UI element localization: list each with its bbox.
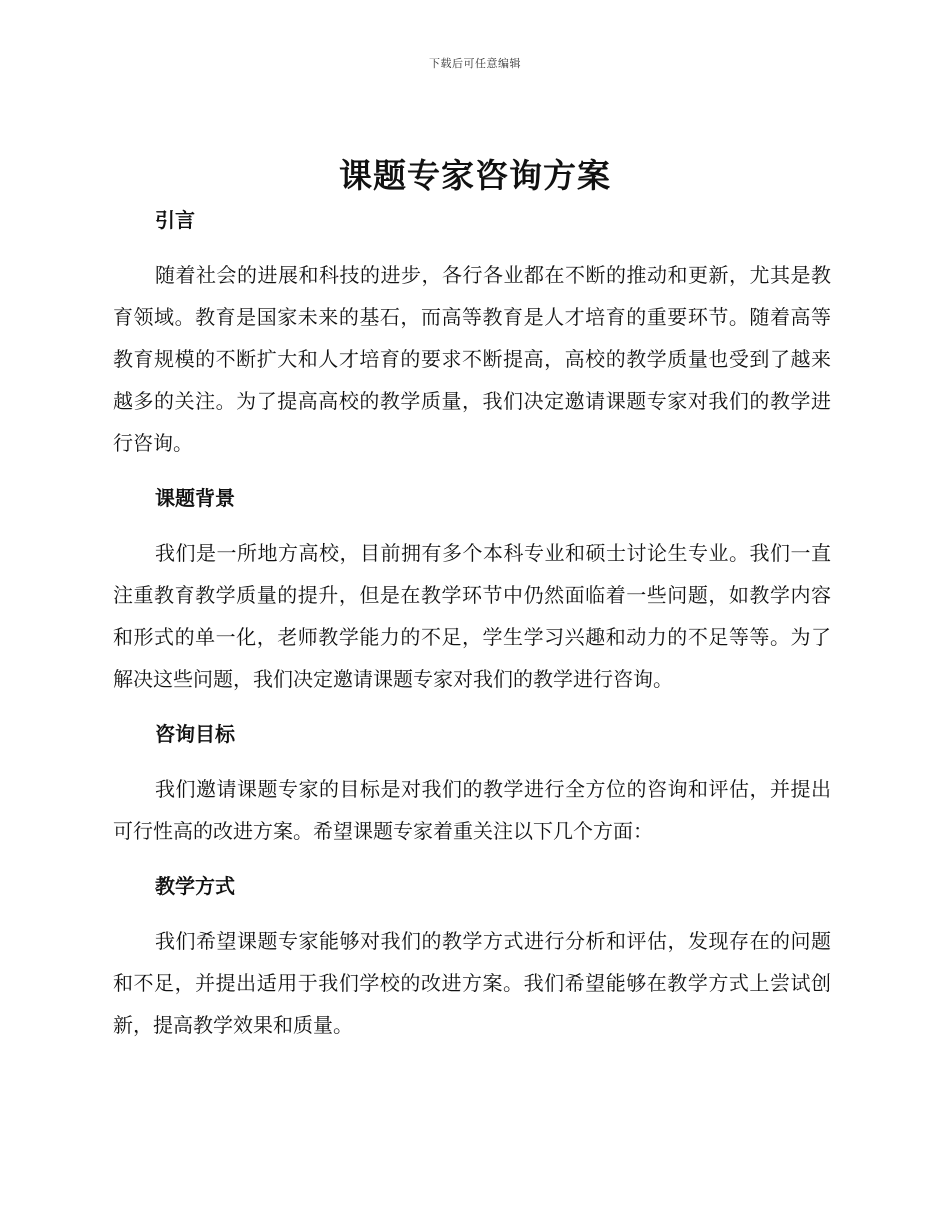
section-heading-goals: 咨询目标 bbox=[155, 722, 235, 746]
section-paragraph-background: 我们是一所地方高校，目前拥有多个本科专业和硕士讨论生专业。我们一直注重教育教学质量的提升，但是在教学环节中仍然面临着一些问题，如教学内容和形式的单一化，老师教学能力的不足，学生学习兴趣和动力的不足等等。为了解决这些问题，我们决定邀请课题专家对我们的教学进行咨询。 bbox=[113, 541, 831, 691]
section-paragraph-goals: 我们邀请课题专家的目标是对我们的教学进行全方位的咨询和评估，并提出可行性高的改进方案。希望课题专家着重关注以下几个方面： bbox=[113, 777, 831, 843]
header-note: 下载后可任意编辑 bbox=[429, 57, 521, 70]
section-paragraph-teaching-methods: 我们希望课题专家能够对我们的教学方式进行分析和评估，发现存在的问题和不足，并提出适用于我们学校的改进方案。我们希望能够在教学方式上尝试创新，提高教学效果和质量。 bbox=[113, 929, 831, 1037]
document-title: 课题专家咨询方案 bbox=[339, 156, 611, 195]
section-paragraph-introduction: 随着社会的进展和科技的进步，各行各业都在不断的推动和更新，尤其是教育领域。教育是国家未来的基石，而高等教育是人才培育的重要环节。随着高等教育规模的不断扩大和人才培育的要求不断提高，高校的教学质量也受到了越来越多的关注。为了提高高校的教学质量，我们决定邀请课题专家对我们的教学进行咨询。 bbox=[113, 263, 831, 455]
section-heading-background: 课题背景 bbox=[155, 486, 235, 510]
section-heading-teaching-methods: 教学方式 bbox=[155, 874, 235, 898]
document-body bbox=[113, 200, 831, 1046]
section-heading-introduction: 引言 bbox=[155, 208, 195, 232]
